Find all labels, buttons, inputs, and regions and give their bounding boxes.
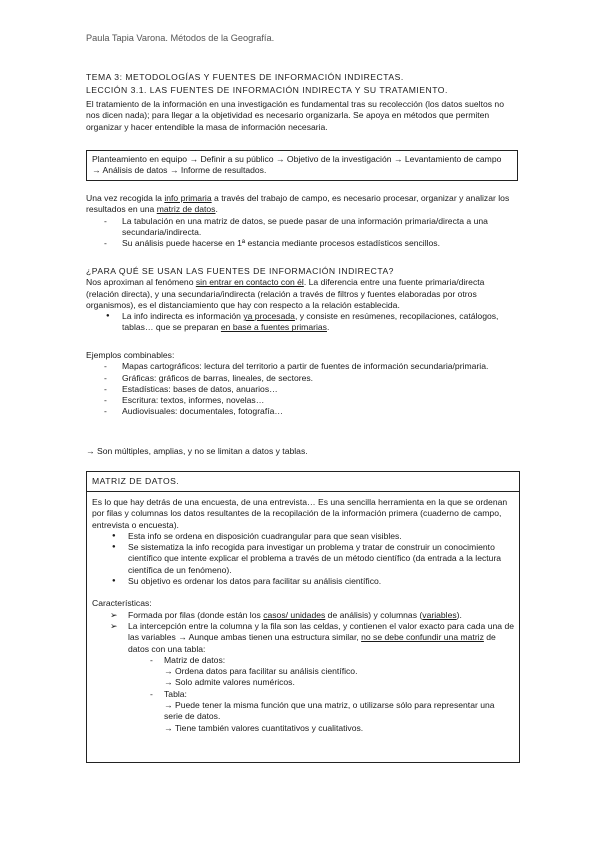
matrix-bullets <box>92 531 514 587</box>
matrix-title: MATRIZ DE DATOS. <box>87 472 519 492</box>
examples-heading: Ejemplos combinables: <box>86 350 175 360</box>
matrix-box <box>86 471 520 763</box>
primary-section <box>86 193 518 249</box>
matrix-subtitle: - Matriz de datos: <box>164 654 226 665</box>
underlined-term: ya procesada <box>243 311 295 322</box>
list-item: - Mapas cartográficos: lectura del territorio a partir de fuentes de información secundaria/primaria. <box>86 361 518 372</box>
text-run: La intercepción entre la columna y la fila son las celdas, y contienen el valor exacto para cada una de las variables → Aunque ambas tienen una estructura similar, <box>128 620 514 643</box>
matrix-detail: → Solo admite valores numéricos. <box>164 677 295 688</box>
list-item <box>92 621 514 655</box>
underlined-term: variables <box>422 609 457 620</box>
list-item <box>92 655 514 689</box>
text-run: de datos con una tabla: <box>128 632 496 654</box>
underlined-term: no se debe confundir una matriz <box>361 632 484 643</box>
text-run: . <box>326 322 330 333</box>
list-item: ● Su objetivo es ordenar los datos para facilitar su análisis científico. <box>92 576 514 587</box>
text-run: de análisis) y columnas ( <box>325 609 423 620</box>
text-run: Formada por filas (donde están los <box>128 609 264 620</box>
theme-title: TEMA 3: METODOLOGÍAS Y FUENTES DE INFORMACIÓN INDIRECTAS. <box>86 72 404 82</box>
examples-list <box>86 361 518 417</box>
underlined-term: matriz de datos <box>156 204 216 215</box>
list-item: ● Se sistematiza la info recogida para investigar un problema y tratar de construir un conocimiento científico que intente explicar el problema a través de un método científico (da entrada a la lectura científica de un fenómeno). <box>92 542 514 576</box>
examples-section <box>86 350 518 418</box>
characteristics-list <box>92 610 514 655</box>
process-box <box>86 150 518 181</box>
table-detail: → Puede tener la misma función que una matriz, o utilizarse sólo para representar una serie de datos. <box>164 700 495 722</box>
why-list <box>86 311 518 334</box>
list-item: - Su análisis puede hacerse en 1ª estancia mediante procesos estadísticos sencillos. <box>86 238 518 249</box>
document-header: Paula Tapia Varona. Métodos de la Geografía. <box>86 33 275 43</box>
text-run: Nos aproximan al fenómeno <box>86 277 196 288</box>
text-run: ). <box>456 609 462 620</box>
comparison-list <box>92 655 514 734</box>
matrix-detail: → Ordena datos para facilitar su análisis científico. <box>164 666 358 677</box>
list-item <box>92 610 514 621</box>
text-run: Una vez recogida la <box>86 193 165 203</box>
list-item: ● Esta info se ordena en disposición cuadrangular para que sean visibles. <box>92 531 514 542</box>
list-item <box>92 689 514 734</box>
table-subtitle: - Tabla: <box>164 688 187 699</box>
list-item: - Audiovisuales: documentales, fotografía… <box>86 406 518 417</box>
text-run: La info indirecta es información <box>122 311 244 322</box>
text-run: . <box>215 204 218 215</box>
underlined-term: info primaria <box>164 193 212 203</box>
text-run: , y consiste en resúmenes, recopilaciones, catálogos, tablas… que se preparan <box>122 311 499 333</box>
list-item <box>86 311 518 334</box>
examples-conclusion: → Son múltiples, amplias, y no se limitan a datos y tablas. <box>86 446 308 456</box>
why-paragraph <box>86 277 518 311</box>
underlined-term: casos/ unidades <box>263 609 326 620</box>
why-section <box>86 266 518 334</box>
intro-paragraph: El tratamiento de la información en una investigación es fundamental tras su recolección (los datos sueltos no nos dicen nada); para llegar a la objetividad es necesario organizarla. Se apoya en métodos que permiten organizar y hacer entendible la masa de información necesaria. <box>86 99 504 132</box>
table-detail: → Tiene también valores cuantitativos y cualitativos. <box>164 722 364 733</box>
matrix-body <box>87 492 519 739</box>
list-item: - La tabulación en una matriz de datos, se puede pasar de una información primaria/directa a una secundaria/indirecta. <box>86 216 518 239</box>
underlined-term: sin entrar en contacto con él <box>195 277 304 288</box>
text-run: . La diferencia entre una fuente primaria/directa (relación directa), y una secundaria/indirecta (relación a través de filtros y fuentes elaboradas por otros organismos), es el distanciamiento que hay con respecto a la relación establecida. <box>86 277 485 310</box>
why-heading: ¿PARA QUÉ SE USAN LAS FUENTES DE INFORMACIÓN INDIRECTA? <box>86 266 394 276</box>
primary-list <box>86 216 518 250</box>
underlined-term: en base a fuentes primarias <box>220 322 327 333</box>
characteristics-heading: Características: <box>92 598 152 609</box>
process-text: Planteamiento en equipo → Definir a su público → Objetivo de la investigación → Levantamiento de campo → Análisis de datos → Informe de resultados. <box>92 154 502 176</box>
list-item: - Estadísticas: bases de datos, anuarios… <box>86 384 518 395</box>
primary-paragraph <box>86 193 518 216</box>
lesson-title: LECCIÓN 3.1. LAS FUENTES DE INFORMACIÓN INDIRECTA Y SU TRATAMIENTO. <box>86 85 448 95</box>
matrix-intro: Es lo que hay detrás de una encuesta, de una entrevista… Es una sencilla herramienta en la que se ordenan por filas y columnas los datos resultantes de la recopilación de la información primera (cuaderno de campo, entrevista o encuesta). <box>92 497 508 530</box>
list-item: - Escritura: textos, informes, novelas… <box>86 395 518 406</box>
text-run: a través del trabajo de campo, es necesario procesar, organizar y analizar los resultados en una <box>86 193 510 215</box>
list-item: - Gráficas: gráficos de barras, lineales, de sectores. <box>86 373 518 384</box>
